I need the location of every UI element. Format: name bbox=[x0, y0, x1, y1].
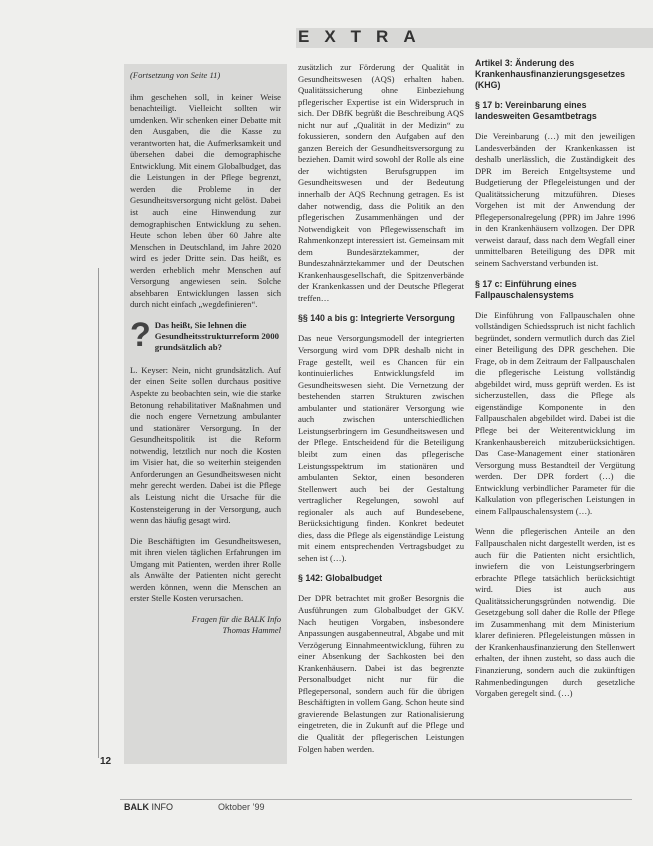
interview-question bbox=[130, 315, 281, 354]
page-number: 12 bbox=[100, 756, 112, 767]
signature-line-2: Thomas Hammel bbox=[222, 625, 281, 636]
section-title: EXTRA bbox=[298, 27, 431, 46]
middle-paragraph-3: Der DPR betrachtet mit großer Besorgnis die Ausführungen zum Globalbudget der GKV. Nach heutigen Vorgaben, insbesondere Anpassungen ausgabenneutral, Abgabe und mit Verzögerung Einnahmeentwicklung, führen zu einer Absenkung der Sachkosten bei den Krankenhäusern. Dabei ist das begrenzte Personalbudget nicht nur für die Pflegepersonal, sondern auch für die übrigen Beschäftigten in vollem Gang. Schon heute sind gravierende Belastungen zur Rationalisierung eingetreten, die in Zukunft auf die Pflege und die Qualität der pflegerischen Leistungen Folgen haben werden. bbox=[298, 593, 464, 754]
question-mark-icon: ? bbox=[130, 315, 151, 354]
heading-integrated-care: §§ 140 a bis g: Integrierte Versorgung bbox=[298, 313, 455, 324]
brand-main: BALK bbox=[124, 802, 149, 812]
signature-line-1: Fragen für die BALK Info bbox=[191, 613, 281, 624]
brand-info: INFO bbox=[149, 802, 173, 812]
issue-date: Oktober ’99 bbox=[218, 802, 265, 812]
interview-column bbox=[124, 64, 287, 764]
middle-paragraph-2: Das neue Versorgungsmodell der integrierten Versorgung wird vom DPR deshalb nicht in Frage gestellt, weil es Chancen für ein kontinuierliches Entwicklungsfeld im Gesundheitswesen sieht. Die Vernetzung der bestehenden starren Strukturen zwischen ambulanter und stationärer Versorgung wie auch zwischen unterschiedlichen Leistungserbringern im Gesundheitswesen und der Pflege. Entscheidend für die Beteiligung bleibt zum einen das pflegerische Leistungsspektrum im stationären und ambulanten Sektor, einen besonderen Stellenwert auch bei der Gestaltung vertraglicher Regelungen, sowohl auf regionaler als auch auf Bundesebene, Berücksichtigung finden. Konkret bedeutet dies, dass die Pflege als eigenständige Leistung mit einem entsprechenden Vertragsbudget zu sehen ist (…). bbox=[298, 333, 464, 563]
footer-brand bbox=[124, 802, 173, 812]
heading-17c: § 17 c: Einführung eines Fallpauschalensystems bbox=[475, 278, 577, 300]
heading-global-budget: § 142: Globalbudget bbox=[298, 573, 383, 584]
interview-paragraph-2: L. Keyser: Nein, nicht grundsätzlich. Auf der einen Seite sollen durchaus positive Aspekte zu beobachten sein, wie die starke Betonung rehabilitativer Maßnahmen und die noch engere Vernetzung ambulanter und stationärer Versorgung. In der Gesundheitspolitik ist die Reform notwendig, letztlich nur noch die Kosten im Visier hat, die so weiterhin steigenden Anforderungen an Gesundheitswesen nicht mehr gerecht werden. Dabei ist die Pflege als Leistung nicht die Ursache für die Kostensteigerung in der Versorgung, auch wenn das häufig gesagt wird. bbox=[130, 364, 281, 526]
heading-article-3: Artikel 3: Änderung des Krankenhausfinanzierungsgesetzes (KHG) bbox=[475, 58, 626, 90]
continuation-note: (Fortsetzung von Seite 11) bbox=[130, 70, 221, 80]
heading-17b: § 17 b: Vereinbarung eines landesweiten Gesamtbetrags bbox=[475, 100, 597, 121]
right-paragraph-3: Wenn die pflegerischen Anteile an den Fallpauschalen nicht dargestellt werden, ist es auch für die Patienten nicht ersichtlich, inwiefern die von Leistungserbringern erbrachte Pflege tatsächlich berücksichtigt wird. Dies ist auch aus Qualitätssicherungsgründen notwendig. Die Gesetzgebung soll daher die Rolle der Pflege im Zusammenhang mit dem Ministerium klarer definieren. Pflegeleistungen müssen in der Krankenhausfinanzierung den Stellenwert erhalten, der ihnen zusteht, so dass auch die Finanzierung, sondern auch die zukünftigen Rahmenbedingungen durch gesetzliche Vorgaben geregelt sind. (…) bbox=[475, 526, 635, 699]
interview-paragraph-1: ihm geschehen soll, in keiner Weise benachteiligt. Vielleicht sollten wir umdenken. Wir schenken einer Debatte mit den Ausgaben, die die Kasse zu verantworten hat, die Aufmerksamkeit und übersehen dabei die demographische Entwicklung. Mit einem Globalbudget, das die Leistungen in der Pflege begrenzt, werden die Probleme in der Gesundheitsversorgung nicht gelöst. Dabei ist auch eine Hinwendung zur demographischen Entwicklung zu sehen. Heute schon leben über 60 Jahre alte Menschen in Deutschland, im Jahre 2020 wird es jeder Dritte sein. Das heißt, es werden erheblich mehr Menschen auf Versorgung angewiesen sein. Solche absehbaren Entwicklungen lassen sich durch nicht einfach „wegdefinieren“. bbox=[130, 91, 281, 310]
page-number-rule bbox=[98, 268, 99, 758]
right-column bbox=[475, 58, 635, 798]
right-paragraph-1: Die Vereinbarung (…) mit den jeweiligen Landesverbänden der Krankenkassen ist deshalb unerlässlich, die Zuständigkeit des DPR im Bereich Entgeltsysteme und Budgetierung der Pflegeleistungen und der Qualitätssicherung mitzuführen. Dieses Vorgehen ist mit der Anwendung der Pflegepersonalregelung (PPR) im Jahre 1996 in den Krankenhäusern vollzogen. Der DPR verweist darauf, dass nach dem Wegfall einer unmittelbaren Beteiligung des DPR mit seinem Sachverstand verbunden ist. bbox=[475, 131, 635, 269]
interview-paragraph-3: Die Beschäftigten im Gesundheitswesen, mit ihren vielen täglichen Erfahrungen im Umgang mit Patienten, werden ihrer Rolle als Anwälte der Patienten nicht gerecht werden können, wenn die Menschen an erster Stelle Kosten verursachen. bbox=[130, 535, 281, 604]
question-text: Das heißt, Sie lehnen die Gesundheitsstrukturreform 2000 grundsätzlich ab? bbox=[154, 319, 279, 352]
footer-rule bbox=[120, 799, 632, 800]
middle-column bbox=[298, 62, 464, 792]
middle-paragraph-1: zusätzlich zur Förderung der Qualität in Gesundheitswesen (AQS) erhalten haben. Qualitätssicherung ohne Einbeziehung pflegerischer Expertise ist ein Widerspruch in sich. Der DBfK begrüßt die Beschreibung AQS nicht nur auf „Qualität in der Medizin“ zu fokussieren, sondern den Aufgaben auf den ganzen Bereich der Gesundheitsversorgung zu beziehen. Damit wird sowohl der Rolle als eine der wichtigsten Berufsgruppen im Gesundheitswesen und der Bedeutung innerhalb der AQS Rechnung getragen. Es ist daher notwendig, dass die Politik an den pflegerischen Zusammenhängen und der Notwendigkeit von Pflegewissenschaft im Rahmenkonzept interessiert ist. Gemeinsam mit dem Bundesärztekammer, der Bundeszahnärztekammer und der Deutschen Krankenhausgesellschaft, die Spitzenverbände der Krankenkassen und der Deutsche Pflegerat treffen… bbox=[298, 62, 464, 303]
right-paragraph-2: Die Einführung von Fallpauschalen ohne vollständigen Schiedsspruch ist nicht fachlich begründet, sondern vermutlich durch das Ziel einer Beteiligung des DPR geschehen. Die Frage, ob in dem Zeitraum der Fallpauschalen die pflegerische Leistung vollständig abgebildet wird, muss geprüft werden. Es ist sicherzustellen, dass die Pflege als eigenständige Komponente in den Fallpauschalen abgebildet wird. Dabei ist die Pflege bei der Weiterentwicklung im Krankenhausbereich mitzuberücksichtigen. Das Case-Management einer stationären Versorgung muss Bestandteil der Vergütung werden. Der DPR fordert (…) die Entwicklung verbindlicher Parameter für die Kalkulation von pflegerischen Leistungen in einem Fallpauschalensystem (…). bbox=[475, 309, 635, 516]
